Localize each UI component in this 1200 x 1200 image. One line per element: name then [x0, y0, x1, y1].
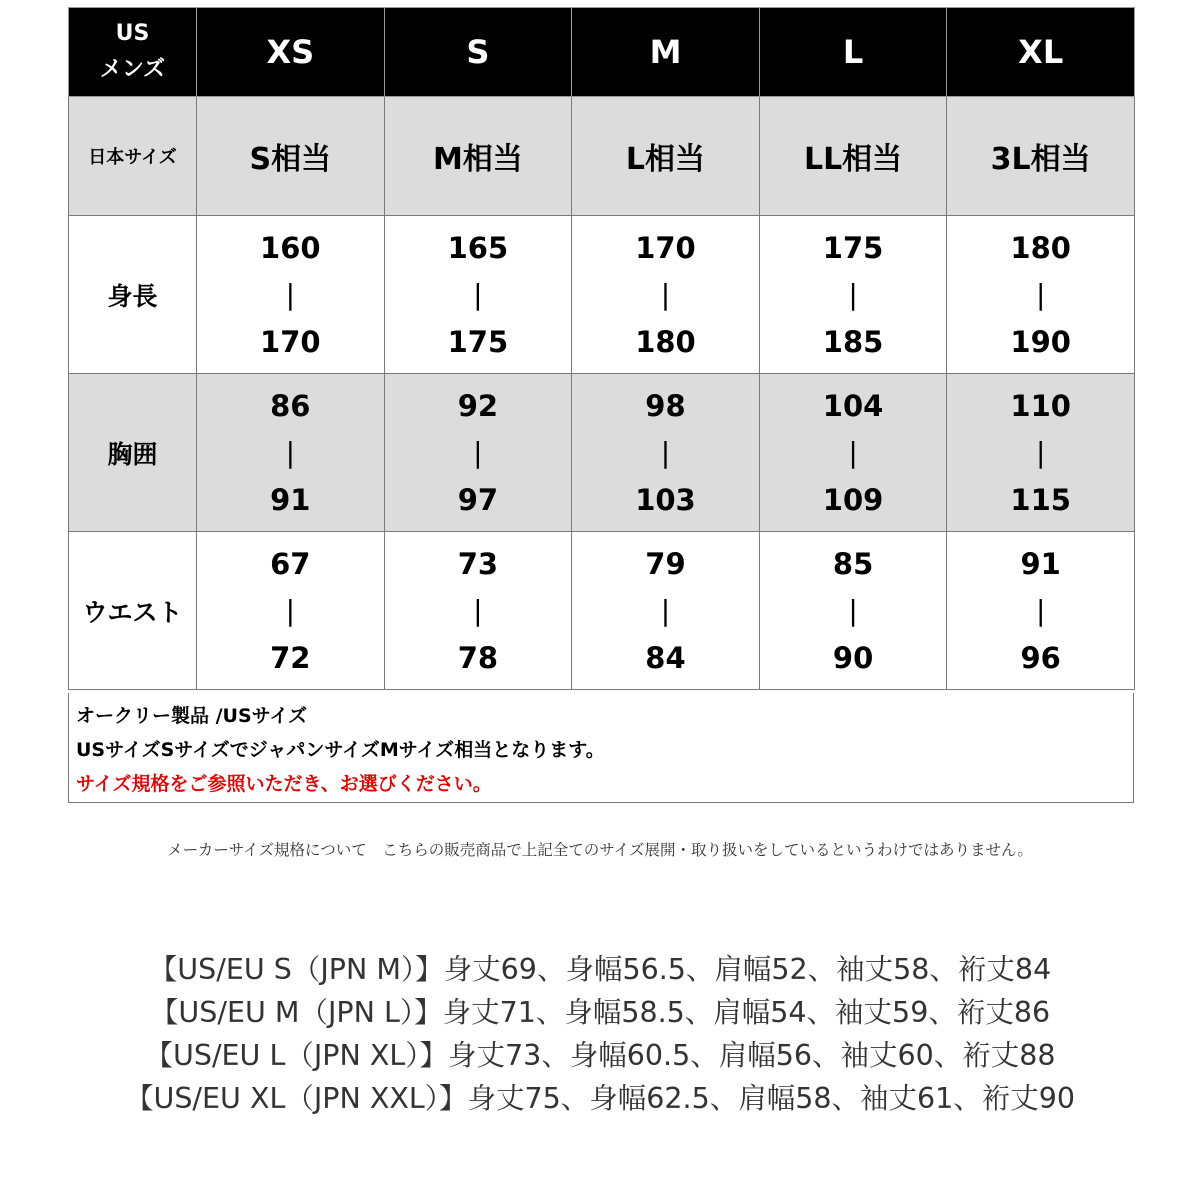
row-label: 日本サイズ	[69, 97, 197, 216]
corner-line-1: US	[115, 21, 150, 46]
corner-line-2: メンズ	[99, 57, 166, 82]
range-separator: |	[473, 593, 483, 627]
japan-size-cell: S相当	[197, 97, 385, 216]
range-from: 86	[270, 388, 311, 423]
chest-row	[69, 374, 1135, 532]
range-cell	[947, 216, 1135, 374]
range-cell	[384, 216, 572, 374]
range-to: 180	[635, 324, 696, 359]
row-label: 身長	[69, 216, 197, 374]
corner-cell	[69, 8, 197, 97]
range-to: 103	[635, 482, 696, 517]
japan-size-cell: M相当	[384, 97, 572, 216]
size-header-m: M	[572, 8, 760, 97]
size-header-xl: XL	[947, 8, 1135, 97]
range-cell	[572, 216, 760, 374]
size-chart-table	[68, 7, 1135, 690]
range-cell	[759, 216, 947, 374]
range-to: 90	[832, 640, 874, 675]
range-from: 98	[645, 388, 686, 423]
range-to: 91	[270, 482, 311, 517]
range-to: 109	[822, 482, 884, 517]
size-header-l: L	[759, 8, 947, 97]
range-cell	[947, 532, 1135, 690]
measurement-line-m: 【US/EU M（JPN L）】身丈71、身幅58.5、肩幅54、袖丈59、裄丈86	[149, 996, 1051, 1029]
range-cell	[572, 532, 760, 690]
maker-size-disclaimer: メーカーサイズ規格について こちらの販売商品で上記全てのサイズ展開・取り扱いをしているというわけではありません。	[167, 841, 1033, 859]
height-row	[69, 216, 1135, 374]
range-cell	[197, 532, 385, 690]
range-to: 78	[457, 640, 499, 675]
range-cell	[947, 374, 1135, 532]
range-from: 180	[1010, 230, 1071, 265]
range-separator: |	[660, 593, 671, 627]
range-separator: |	[660, 277, 671, 311]
range-separator: |	[285, 435, 296, 469]
range-from: 165	[447, 230, 509, 265]
range-from: 92	[457, 388, 499, 423]
header-row	[69, 8, 1135, 97]
measurement-line-xl: 【US/EU XL（JPN XXL）】身丈75、身幅62.5、肩幅58、袖丈61、裄丈90	[124, 1082, 1076, 1115]
measurement-line-l: 【US/EU L（JPN XL）】身丈73、身幅60.5、肩幅56、袖丈60、裄丈88	[144, 1039, 1056, 1072]
range-from: 110	[1010, 388, 1071, 423]
range-separator: |	[848, 277, 858, 311]
japan-size-cell: LL相当	[759, 97, 947, 216]
range-to: 97	[457, 482, 499, 517]
range-cell	[759, 532, 947, 690]
waist-row	[69, 532, 1135, 690]
range-separator: |	[848, 435, 858, 469]
range-to: 96	[1020, 640, 1061, 675]
range-cell	[384, 532, 572, 690]
range-to: 175	[447, 324, 509, 359]
range-cell	[197, 374, 385, 532]
range-from: 85	[832, 546, 874, 581]
range-separator: |	[285, 277, 296, 311]
range-from: 91	[1020, 546, 1061, 581]
range-to: 115	[1010, 482, 1071, 517]
range-to: 190	[1010, 324, 1071, 359]
japan-size-cell: 3L相当	[947, 97, 1135, 216]
range-to: 72	[270, 640, 311, 675]
range-separator: |	[473, 435, 483, 469]
range-from: 104	[822, 388, 884, 423]
range-from: 160	[260, 230, 321, 265]
range-from: 175	[822, 230, 884, 265]
row-label: ウエスト	[69, 532, 197, 690]
note-size-equivalence: USサイズSサイズでジャパンサイズMサイズ相当となります。	[76, 739, 605, 761]
range-separator: |	[1035, 593, 1046, 627]
range-cell	[759, 374, 947, 532]
range-separator: |	[473, 277, 483, 311]
note-product-line: オークリー製品 /USサイズ	[76, 705, 308, 727]
notes-box	[68, 693, 1134, 803]
range-from: 170	[635, 230, 696, 265]
range-to: 84	[645, 640, 686, 675]
range-from: 67	[270, 546, 311, 581]
range-separator: |	[285, 593, 296, 627]
note-size-warning: サイズ規格をご参照いただき、お選びください。	[76, 773, 492, 795]
size-header-xs: XS	[197, 8, 385, 97]
size-header-s: S	[384, 8, 572, 97]
range-cell	[384, 374, 572, 532]
range-to: 185	[822, 324, 884, 359]
japan-size-row	[69, 97, 1135, 216]
range-cell	[197, 216, 385, 374]
range-separator: |	[1035, 277, 1046, 311]
measurement-line-s: 【US/EU S（JPN M）】身丈69、身幅56.5、肩幅52、袖丈58、裄丈84	[148, 953, 1052, 986]
range-from: 79	[645, 546, 686, 581]
range-separator: |	[848, 593, 858, 627]
garment-measurements	[0, 948, 1200, 1120]
range-from: 73	[457, 546, 499, 581]
range-separator: |	[1035, 435, 1046, 469]
row-label: 胸囲	[69, 374, 197, 532]
japan-size-cell: L相当	[572, 97, 760, 216]
range-separator: |	[660, 435, 671, 469]
range-cell	[572, 374, 760, 532]
range-to: 170	[260, 324, 321, 359]
